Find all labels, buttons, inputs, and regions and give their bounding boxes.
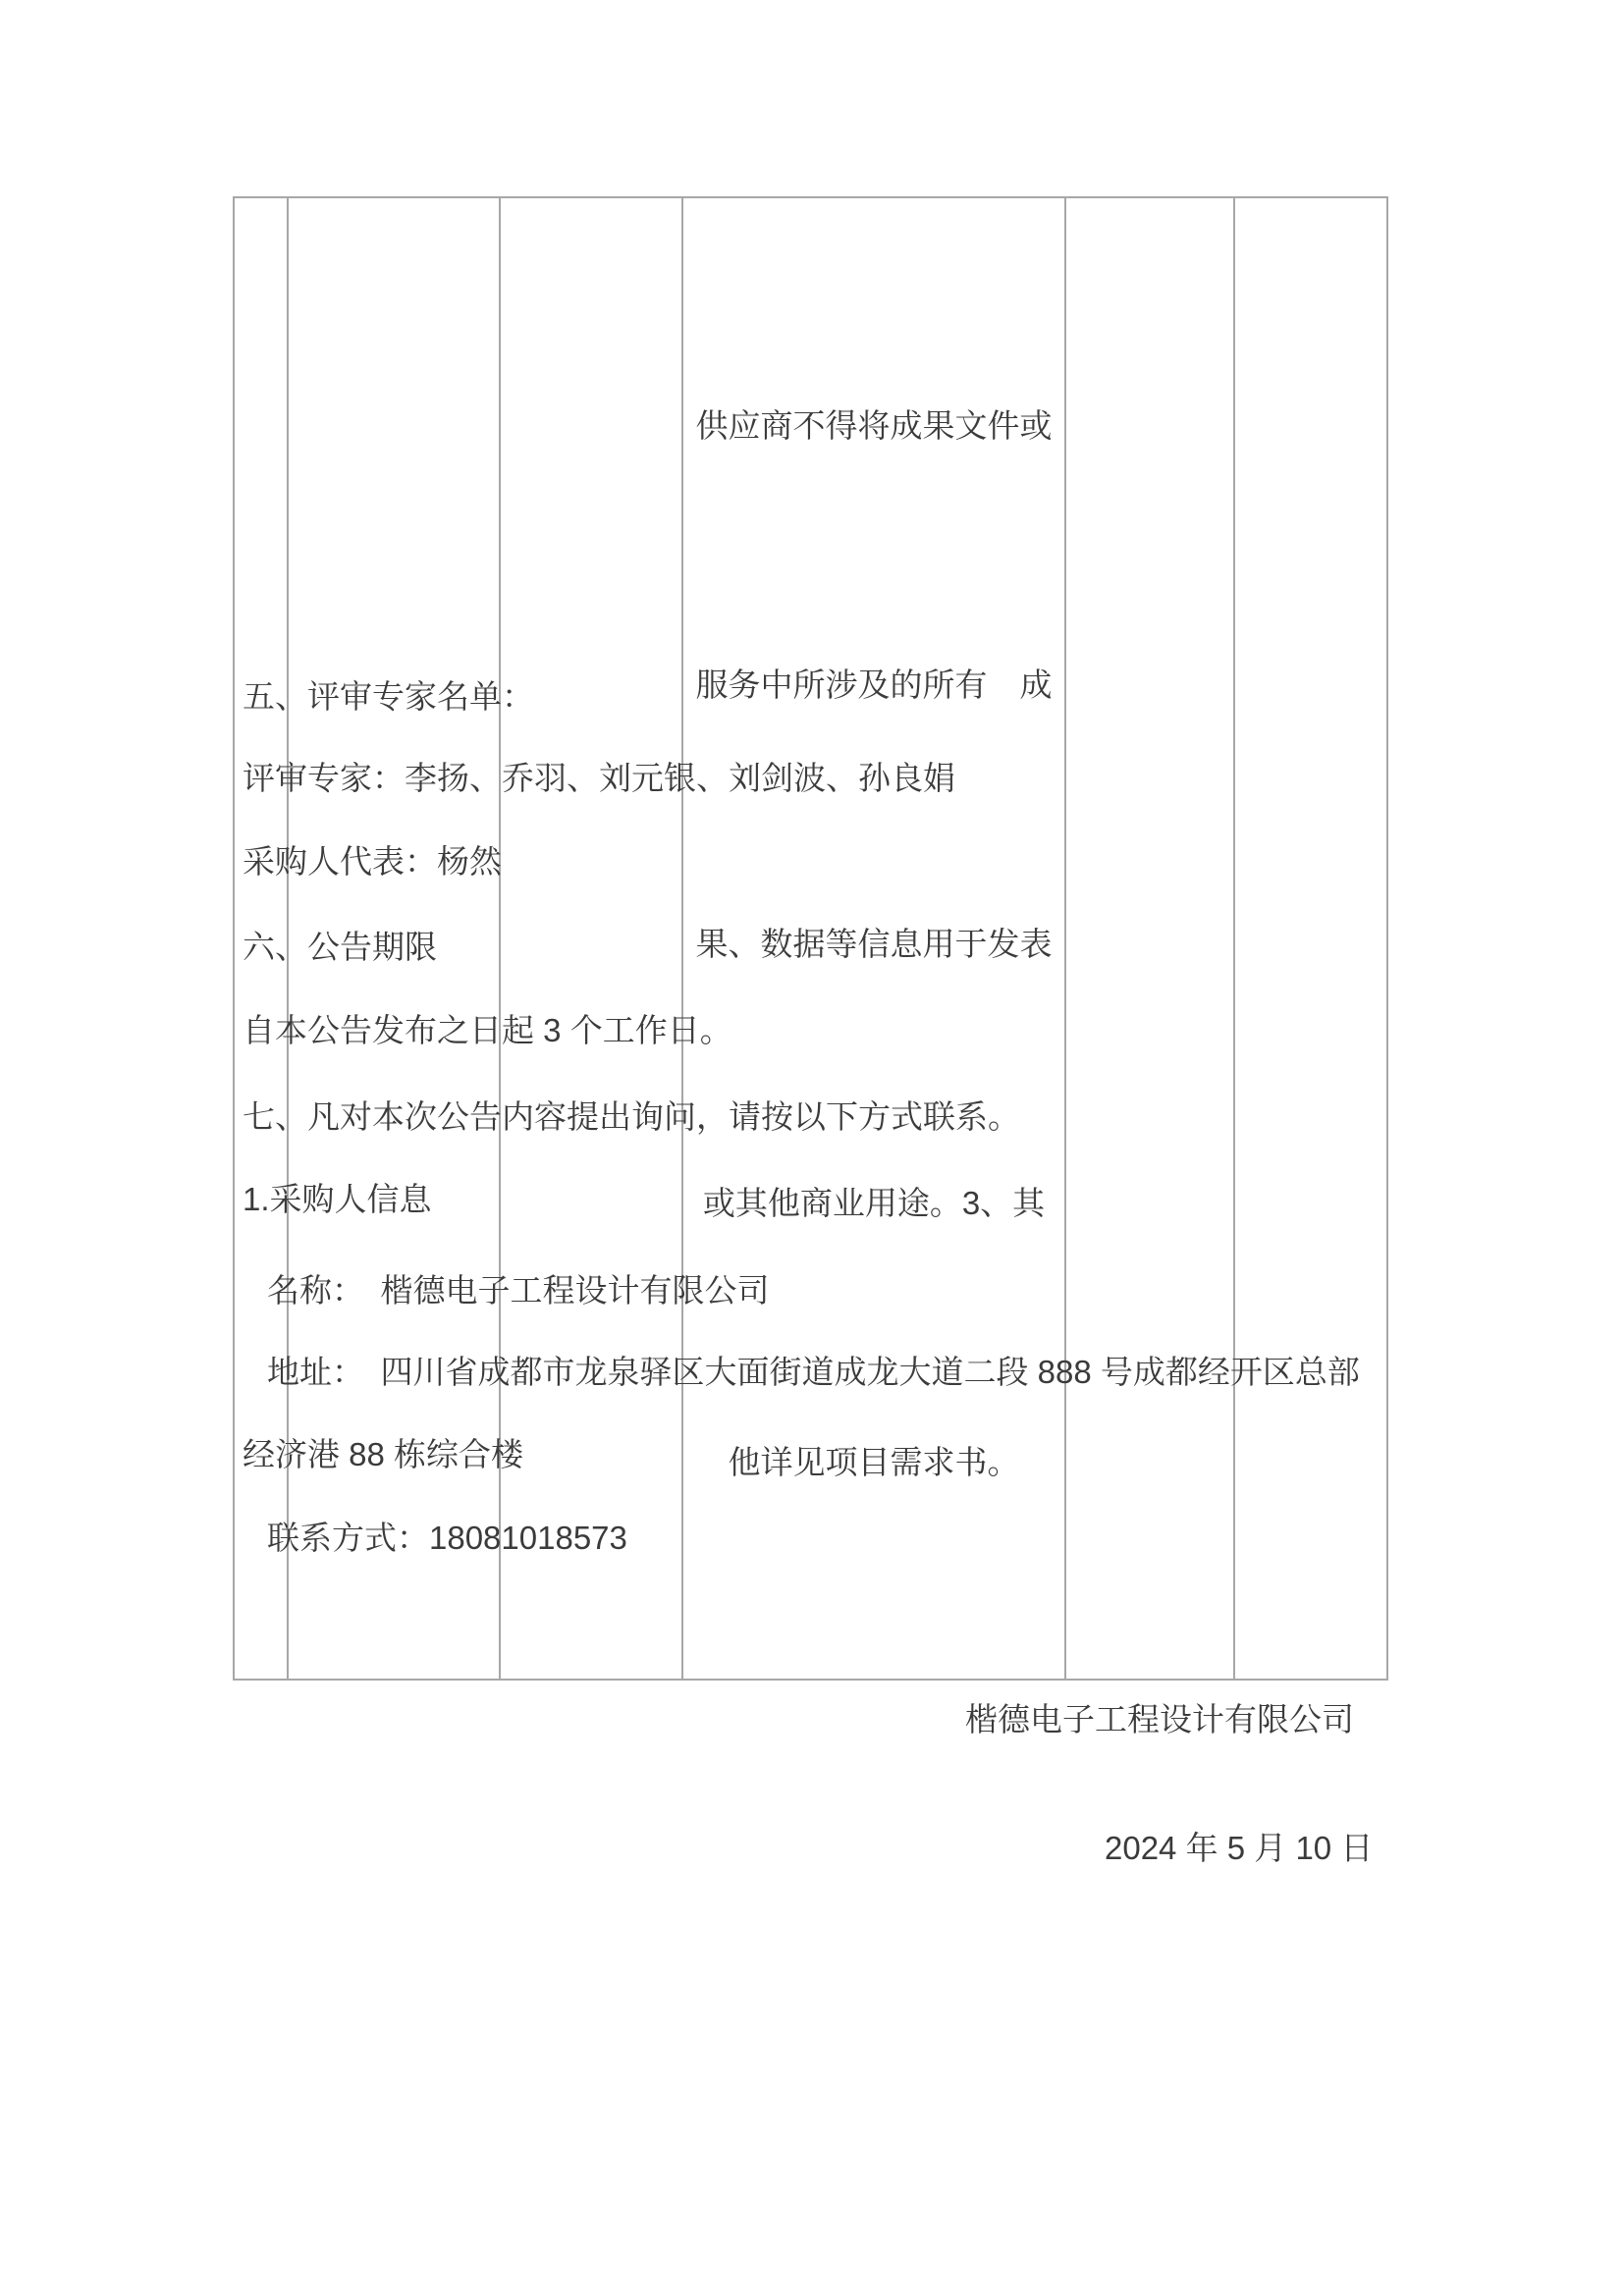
detail-line: 或其他商业用途。3、其 [702, 1185, 1046, 1221]
heading-expert-list: 五、评审专家名单： [243, 678, 534, 715]
detail-line: 他详见项目需求书。 [728, 1444, 1020, 1480]
table-cell-empty-4 [1065, 197, 1234, 1680]
purchaser-name-line: 名称： 楷德电子工程设计有限公司 [267, 1272, 770, 1308]
signature-date: 2024 年 5 月 10 日 [1105, 1830, 1374, 1866]
heading-purchaser-info: 1.采购人信息 [243, 1181, 432, 1217]
table-cell-empty-5 [1234, 197, 1387, 1680]
detail-line: 服务中所涉及的所有 成 [695, 667, 1053, 703]
table-cell-detail [682, 197, 1065, 1680]
detail-line: 果、数据等信息用于发表 [695, 926, 1053, 962]
heading-inquiry: 七、凡对本次公告内容提出询问，请按以下方式联系。 [243, 1098, 1020, 1135]
purchaser-address-wrap: 经济港 88 栋综合楼 [243, 1436, 524, 1472]
detail-line: 供应商不得将成果文件或 [695, 407, 1053, 444]
purchaser-address-line: 地址： 四川省成都市龙泉驿区大面街道成龙大道二段 888 号成都经开区总部 [267, 1354, 1360, 1390]
heading-notice-period: 六、公告期限 [243, 929, 437, 965]
notice-period-text: 自本公告发布之日起 3 个工作日。 [243, 1012, 732, 1048]
purchaser-rep-line: 采购人代表：杨然 [243, 843, 502, 880]
signature-company: 楷德电子工程设计有限公司 [965, 1701, 1354, 1737]
table-cell-empty-3 [500, 197, 682, 1680]
experts-line: 评审专家：李扬、乔羽、刘元银、刘剑波、孙良娟 [243, 760, 955, 796]
purchaser-contact-line: 联系方式：18081018573 [267, 1520, 627, 1556]
